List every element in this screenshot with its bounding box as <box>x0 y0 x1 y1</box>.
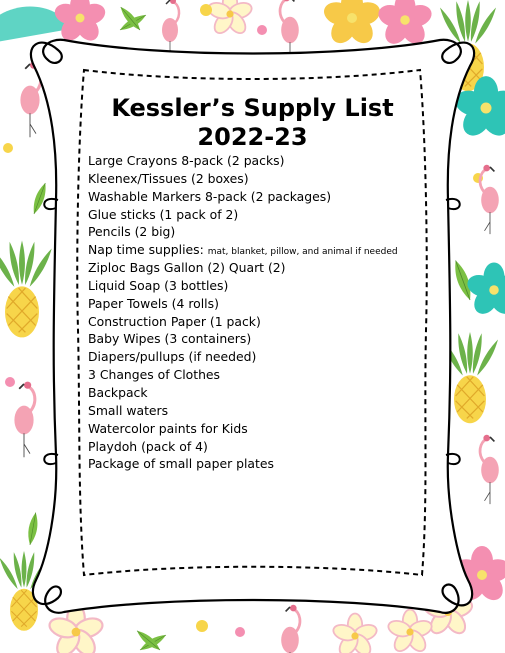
school-year: 2022-23 <box>197 123 308 151</box>
list-item-note: mat, blanket, pillow, and animal if needed <box>207 247 398 258</box>
list-item <box>88 277 433 295</box>
list-item-text: Kleenex/Tissues (2 boxes) <box>88 170 249 186</box>
list-item-text: Playdoh (pack of 4) <box>88 438 208 454</box>
list-item <box>88 384 433 402</box>
list-item-text: Baby Wipes (3 containers) <box>88 331 252 347</box>
list-item <box>88 259 433 277</box>
list-item-text: Large Crayons 8-pack (2 packs) <box>88 153 285 168</box>
supply-list <box>88 152 433 473</box>
list-item <box>88 366 433 384</box>
page-title: Kessler’s Supply List <box>111 94 394 122</box>
list-item-text: Construction Paper (1 pack) <box>88 313 261 329</box>
list-item <box>88 420 433 438</box>
list-item-text: Package of small paper plates <box>88 456 274 472</box>
list-item <box>88 313 433 331</box>
list-item <box>88 152 433 170</box>
list-item-text: Small waters <box>88 402 169 418</box>
list-item-text: Pencils (2 big) <box>88 224 176 240</box>
list-item <box>88 170 433 188</box>
list-item <box>88 206 433 224</box>
list-item <box>88 402 433 420</box>
list-item-text: Diapers/pullups (if needed) <box>88 349 257 365</box>
list-item-text: Liquid Soap (3 bottles) <box>88 277 229 293</box>
list-item <box>88 438 433 456</box>
list-item-text: Backpack <box>88 384 148 400</box>
list-item-text: Paper Towels (4 rolls) <box>88 295 219 311</box>
list-item <box>88 188 433 206</box>
list-item-text: 3 Changes of Clothes <box>88 367 221 383</box>
list-item <box>88 455 433 473</box>
list-item <box>88 295 433 313</box>
list-item <box>88 241 433 259</box>
list-item-text: Glue sticks (1 pack of 2) <box>88 206 239 222</box>
list-item <box>88 330 433 348</box>
list-item-text: Washable Markers 8-pack (2 packages) <box>88 188 332 204</box>
list-item-text: Nap time supplies: <box>88 242 208 258</box>
list-item-text: Ziploc Bags Gallon (2) Quart (2) <box>88 260 286 276</box>
list-item <box>88 348 433 366</box>
list-item <box>88 223 433 241</box>
list-item-text: Watercolor paints for Kids <box>88 420 248 436</box>
